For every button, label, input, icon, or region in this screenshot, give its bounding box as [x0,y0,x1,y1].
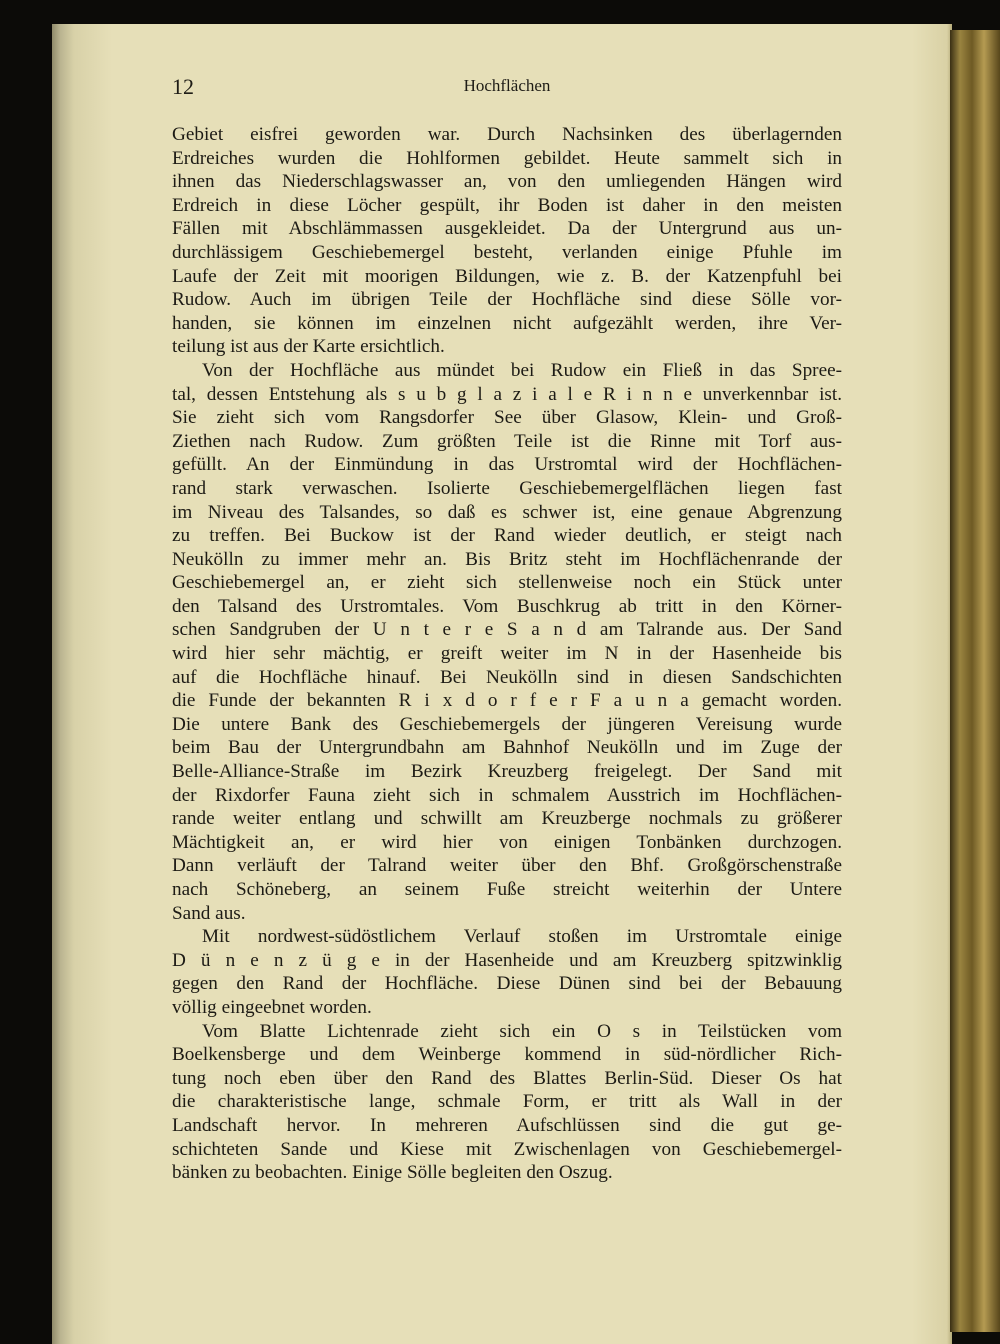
text-line: Gebiet eisfrei geworden war. Durch Nachsinken des überlagernden [172,124,842,145]
text-line: rand stark verwaschen. Isolierte Geschiebemergelflächen liegen fast [172,477,842,499]
text-line: zu treffen. Bei Buckow ist der Rand wieder deutlich, er steigt nach [172,525,842,547]
text-line: schichteten Sande und Kiese mit Zwischenlagen von Geschiebemergel- [172,1138,842,1160]
text-line: rande weiter entlang und schwillt am Kreuzberge nochmals zu größerer [172,808,842,830]
page-stack-edge [950,30,1000,1332]
text-line: handen, sie können im einzelnen nicht aufgezählt werden, ihre Ver- [172,312,842,334]
paragraph [172,123,842,359]
page-number: 12 [172,74,194,99]
paragraph [172,359,842,925]
text-line: der Rixdorfer Fauna zieht sich in schmalem Ausstrich im Hochflächen- [172,784,842,806]
text-line: Landschaft hervor. In mehreren Aufschlüssen sind die gut ge- [172,1114,842,1136]
text-line: die Funde der bekannten R i x d o r f e r F a u n a gemacht worden. [172,690,842,712]
text-line: gegen den Rand der Hochfläche. Diese Dünen sind bei der Bebauung [172,973,842,995]
paragraph [172,925,842,1019]
text-line: teilung ist aus der Karte ersichtlich. [172,336,445,358]
text-line: völlig eingeebnet worden. [172,996,372,1018]
text-line: Die untere Bank des Geschiebemergels der jüngeren Vereisung wurde [172,713,842,735]
text-line: den Talsand des Urstromtales. Vom Buschkrug ab tritt in den Körner- [172,595,842,617]
text-line: D ü n e n z ü g e in der Hasenheide und am Kreuzberg spitzwinklig [172,949,842,971]
text-line: Erdreiches wurden die Hohlformen gebildet. Heute sammelt sich in [172,147,842,169]
text-line: durchlässigem Geschiebemergel besteht, verlanden einige Pfuhle im [172,241,842,263]
text-line: tal, dessen Entstehung als s u b g l a z i a l e R i n n e unverkennbar ist. [172,383,842,405]
text-line: Von der Hochfläche aus mündet bei Rudow ein Fließ in das Spree- [202,359,842,381]
text-line: im Niveau des Talsandes, so daß es schwer ist, eine genaue Abgrenzung [172,501,842,523]
text-line: Vom Blatte Lichtenrade zieht sich ein O s in Teilstücken vom [202,1020,842,1042]
body-text [172,123,842,1185]
text-line: Boelkensberge und dem Weinberge kommend in süd-nördlicher Rich- [172,1044,842,1066]
text-line: schen Sandgruben der U n t e r e S a n d am Talrande aus. Der Sand [172,619,842,641]
text-line: Dann verläuft der Talrand weiter über den Bhf. Großgörschenstraße [172,855,842,877]
text-line: Mächtigkeit an, er wird hier von einigen Tonbänken durchzogen. [172,831,842,853]
text-line: die charakteristische lange, schmale Form, er tritt als Wall in der [172,1091,842,1113]
text-line: Mit nordwest-südöstlichem Verlauf stoßen im Urstromtale einige [202,926,842,948]
text-line: ihnen das Niederschlagswasser an, von den umliegenden Hängen wird [172,171,842,193]
text-line: Neukölln zu immer mehr an. Bis Britz steht im Hochflächenrande der [172,548,842,570]
text-line: Laufe der Zeit mit moorigen Bildungen, wie z. B. der Katzenpfuhl bei [172,265,842,287]
text-line: Ziethen nach Rudow. Zum größten Teile ist die Rinne mit Torf aus- [172,430,842,452]
text-line: Fällen mit Abschlämmassen ausgekleidet. Da der Untergrund aus un- [172,218,842,240]
text-line: Rudow. Auch im übrigen Teile der Hochfläche sind diese Sölle vor- [172,289,842,311]
text-line: auf die Hochfläche hinauf. Bei Neukölln sind in diesen Sandschichten [172,666,842,688]
running-title: Hochflächen [463,76,551,95]
text-line: tung noch eben über den Rand des Blattes Berlin-Süd. Dieser Os hat [172,1067,842,1089]
text-line: Sand aus. [172,902,246,924]
text-line: beim Bau der Untergrundbahn am Bahnhof Neukölln und im Zuge der [172,737,842,759]
text-line: bänken zu beobachten. Einige Sölle begleiten den Oszug. [172,1162,613,1184]
text-line: Sie zieht sich vom Rangsdorfer See über Glasow, Klein- und Groß- [172,407,842,429]
text-line: wird hier sehr mächtig, er greift weiter im N in der Hasenheide bis [172,643,842,665]
text-line: nach Schöneberg, an seinem Fuße streicht weiterhin der Untere [172,879,842,900]
page-header [172,74,842,102]
text-line: Belle-Alliance-Straße im Bezirk Kreuzberg freigelegt. Der Sand mit [172,761,842,783]
paragraph [172,1020,842,1185]
text-line: Erdreich in diese Löcher gespült, ihr Boden ist daher in den meisten [172,194,842,216]
text-line: gefüllt. An der Einmündung in das Urstromtal wird der Hochflächen- [172,454,842,476]
text-line: Geschiebemergel an, er zieht sich stellenweise noch ein Stück unter [172,572,842,594]
